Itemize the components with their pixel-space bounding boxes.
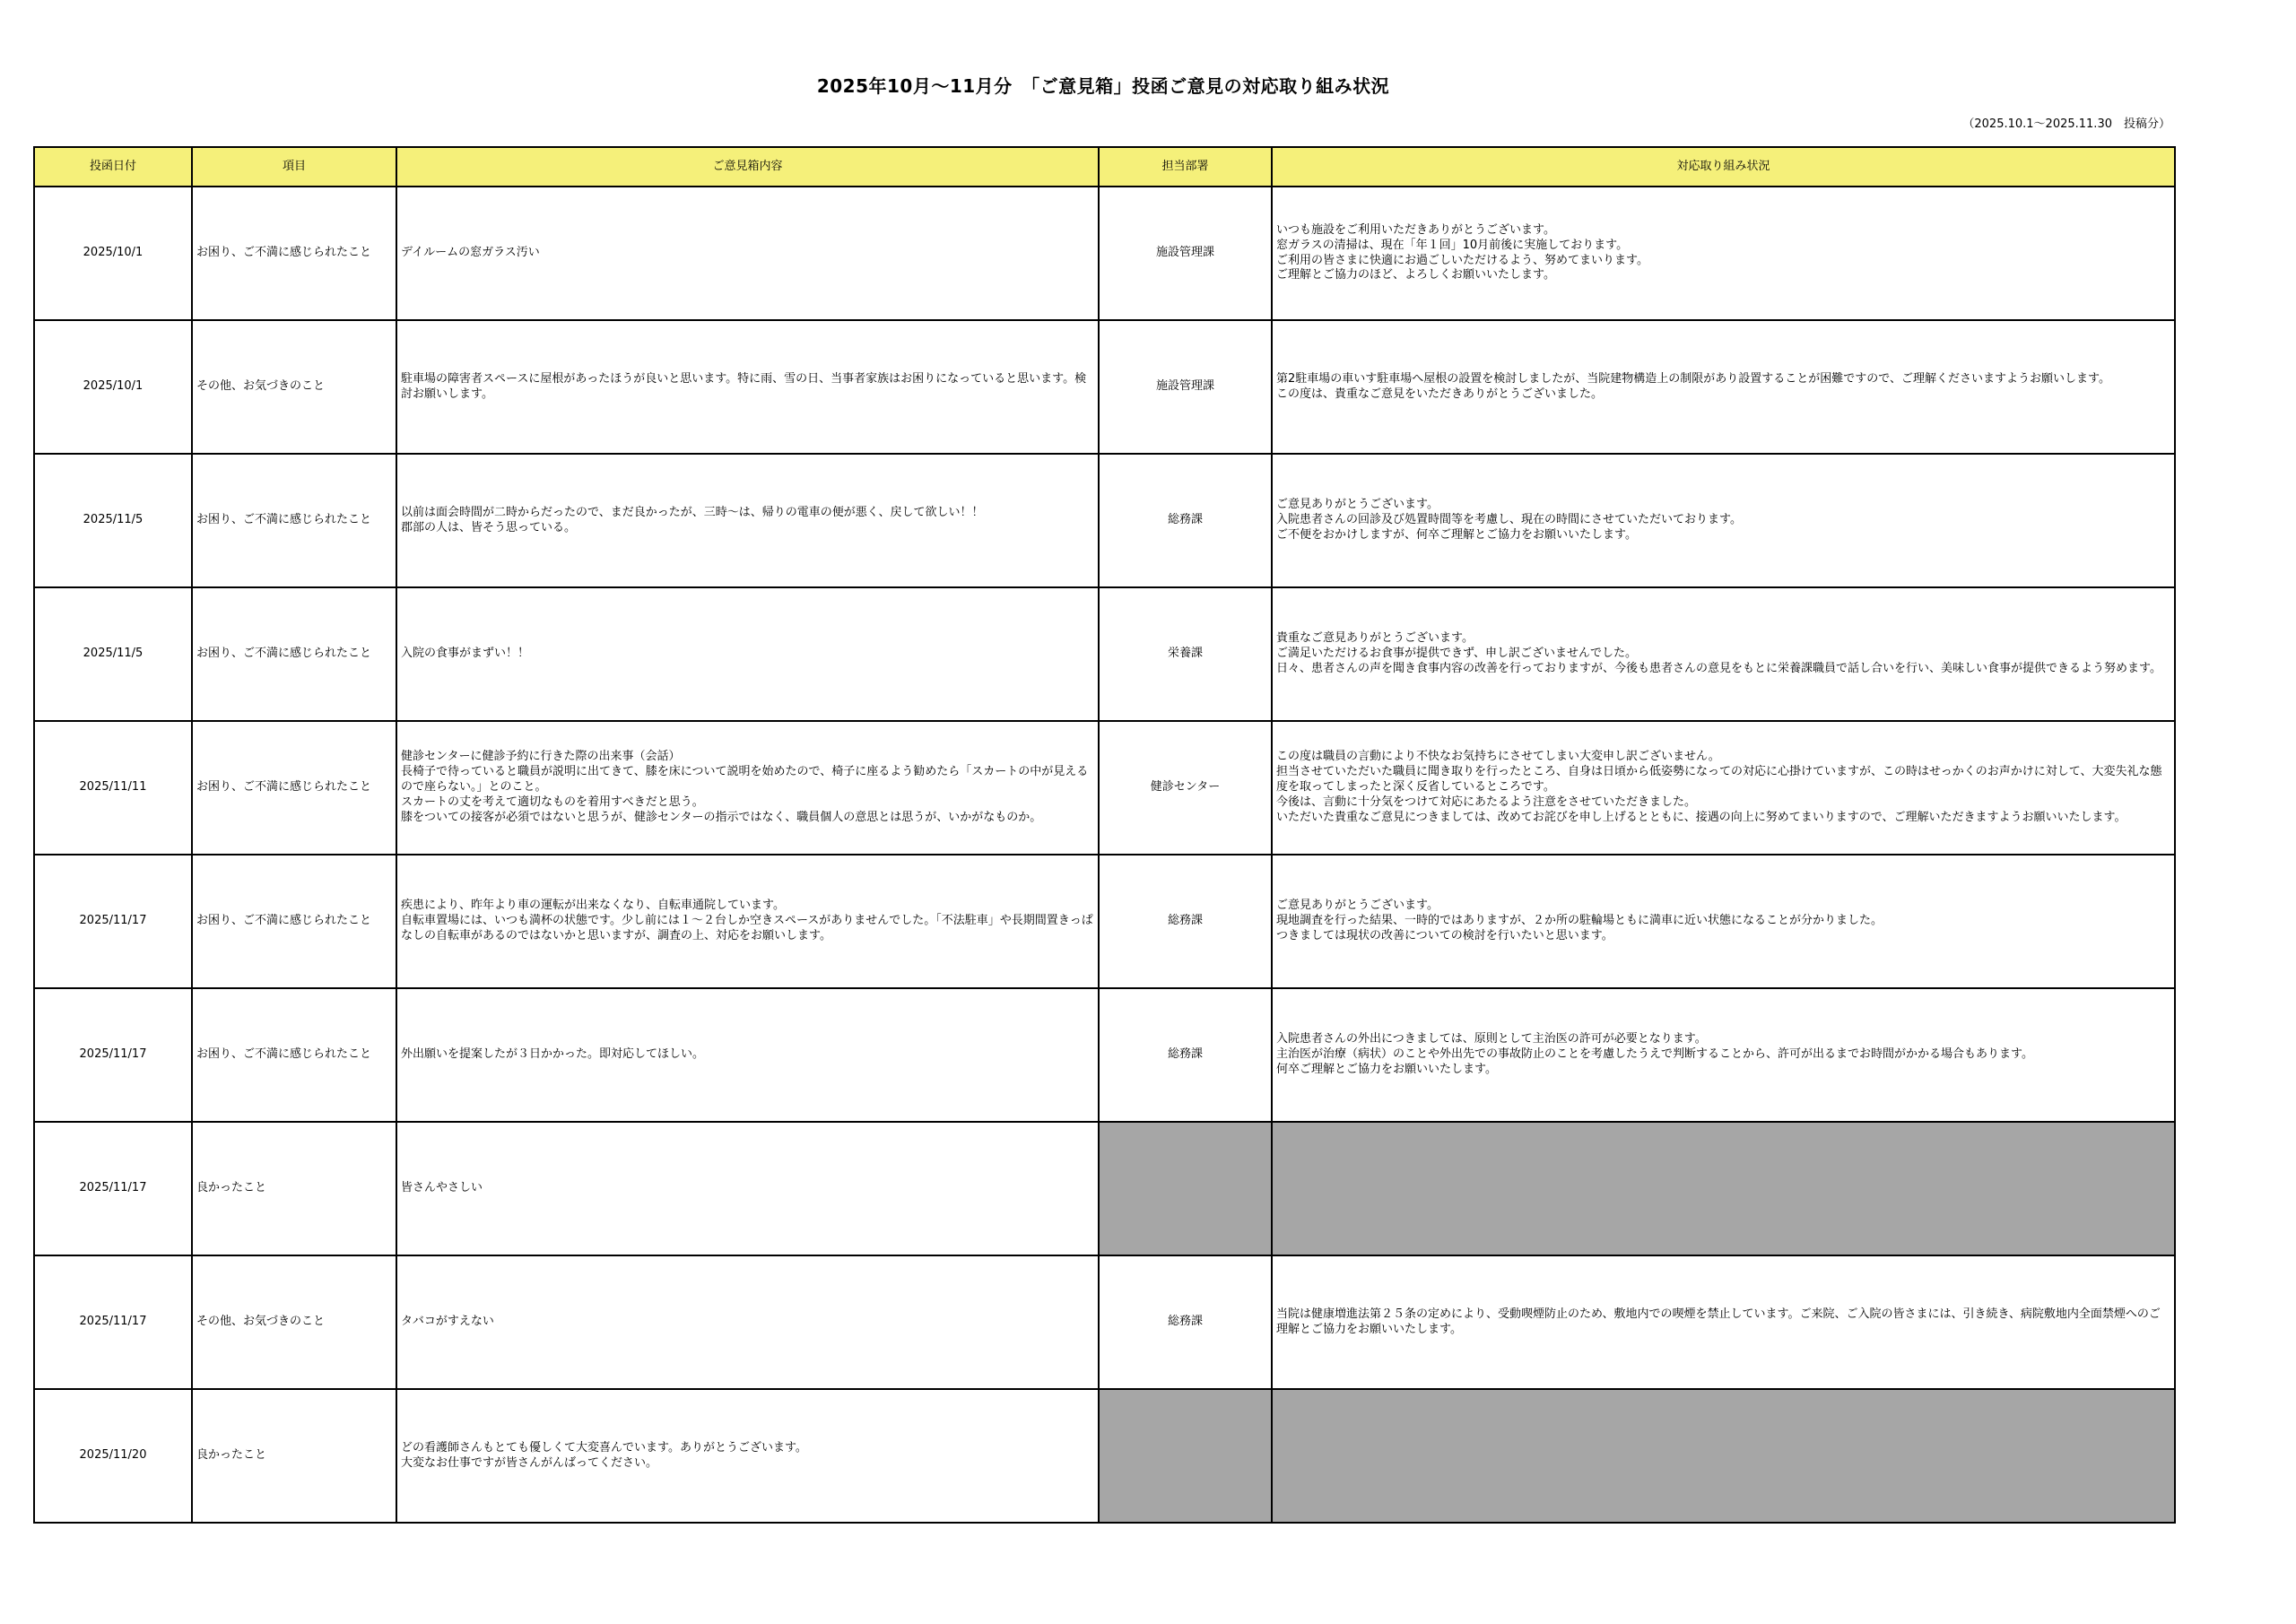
- cell-content: デイルームの窓ガラス汚い: [396, 187, 1099, 320]
- cell-content: 以前は面会時間が二時からだったので、まだ良かったが、三時～は、帰りの電車の便が悪く、戻して欲しい！！ 郡部の人は、皆そう思っている。: [396, 454, 1099, 587]
- feedback-table: [33, 146, 2176, 1524]
- cell-response: 貴重なご意見ありがとうございます。 ご満足いただけるお食事が提供できず、申し訳ございませんでした。 日々、患者さんの声を聞き食事内容の改善を行っておりますが、今後も患者さんの意見をもとに栄養課職員で話し合いを行い、美味しい食事が提供できるよう努めます。: [1272, 587, 2175, 721]
- cell-date: 2025/11/17: [34, 1255, 192, 1389]
- cell-date: 2025/10/1: [34, 187, 192, 320]
- table-row: [34, 855, 2175, 988]
- cell-department: 施設管理課: [1099, 187, 1272, 320]
- cell-department: 健診センター: [1099, 721, 1272, 855]
- header-content: ご意見箱内容: [396, 147, 1099, 187]
- document-title: 2025年10月～11月分 「ご意見箱」投函ご意見の対応取り組み状況: [816, 75, 1390, 97]
- cell-response: 第2駐車場の車いす駐車場へ屋根の設置を検討しましたが、当院建物構造上の制限があり設置することが困難ですので、ご理解くださいますようお願いします。 この度は、貴重なご意見をいただきありがとうございました。: [1272, 320, 2175, 454]
- table-body: [34, 187, 2175, 1523]
- table-row: [34, 587, 2175, 721]
- cell-department: 総務課: [1099, 454, 1272, 587]
- cell-category: お困り、ご不満に感じられたこと: [192, 187, 396, 320]
- cell-department: 栄養課: [1099, 587, 1272, 721]
- table-row: [34, 1255, 2175, 1389]
- cell-response: 入院患者さんの外出につきましては、原則として主治医の許可が必要となります。 主治医が治療（病状）のことや外出先での事故防止のことを考慮したうえで判断することから、許可が出るまでお時間がかかる場合もあります。 何卒ご理解とご協力をお願いいたします。: [1272, 988, 2175, 1122]
- cell-content: 駐車場の障害者スペースに屋根があったほうが良いと思います。特に雨、雪の日、当事者家族はお困りになっていると思います。検討お願いします。: [396, 320, 1099, 454]
- cell-date: 2025/11/5: [34, 587, 192, 721]
- header-department: 担当部署: [1099, 147, 1272, 187]
- cell-date: 2025/10/1: [34, 320, 192, 454]
- cell-department: 総務課: [1099, 1255, 1272, 1389]
- reporting-period: （2025.10.1～2025.11.30 投稿分）: [1962, 117, 2170, 131]
- cell-category: お困り、ご不満に感じられたこと: [192, 587, 396, 721]
- cell-category: その他、お気づきのこと: [192, 320, 396, 454]
- cell-department: 総務課: [1099, 855, 1272, 988]
- cell-date: 2025/11/17: [34, 1122, 192, 1255]
- cell-date: 2025/11/17: [34, 855, 192, 988]
- cell-content: 外出願いを提案したが３日かかった。即対応してほしい。: [396, 988, 1099, 1122]
- cell-category: お困り、ご不満に感じられたこと: [192, 988, 396, 1122]
- table-row: [34, 187, 2175, 320]
- header-date: 投函日付: [34, 147, 192, 187]
- cell-category: 良かったこと: [192, 1122, 396, 1255]
- cell-content: タバコがすえない: [396, 1255, 1099, 1389]
- cell-category: その他、お気づきのこと: [192, 1255, 396, 1389]
- cell-date: 2025/11/5: [34, 454, 192, 587]
- table-row: [34, 988, 2175, 1122]
- cell-content: 疾患により、昨年より車の運転が出来なくなり、自転車通院しています。 自転車置場には、いつも満杯の状態です。少し前には１～２台しか空きスペースがありませんでした。「不法駐車」や長期間置きっぱなしの自転車があるのではないかと思いますが、調査の上、対応をお願いします。: [396, 855, 1099, 988]
- cell-department: 施設管理課: [1099, 320, 1272, 454]
- table-row: [34, 454, 2175, 587]
- cell-response: この度は職員の言動により不快なお気持ちにさせてしまい大変申し訳ございません。 担当させていただいた職員に聞き取りを行ったところ、自身は日頃から低姿勢になっての対応に心掛けていますが、この時はせっかくのお声かけに対して、大変失礼な態度を取ってしまったと深く反省しているところです。 今後は、言動に十分気をつけて対応にあたるよう注意をさせていただきました。 いただいた貴重なご意見につきましては、改めてお詫びを申し上げるとともに、接遇の向上に努めてまいりますので、ご理解いただきますようお願いいたします。: [1272, 721, 2175, 855]
- cell-content: 健診センターに健診予約に行きた際の出来事（会話） 長椅子で待っていると職員が説明に出てきて、膝を床について説明を始めたので、椅子に座るよう勧めたら「スカートの中が見えるので座らない。」とのこと。 スカートの丈を考えて適切なものを着用すべきだと思う。 膝をついての接客が必須ではないと思うが、健診センターの指示ではなく、職員個人の意思とは思うが、いかがなものか。: [396, 721, 1099, 855]
- table-row: [34, 1389, 2175, 1523]
- table-row: [34, 1122, 2175, 1255]
- cell-category: 良かったこと: [192, 1389, 396, 1523]
- cell-department: 総務課: [1099, 988, 1272, 1122]
- cell-date: 2025/11/17: [34, 988, 192, 1122]
- table-header-row: [34, 147, 2175, 187]
- cell-response: 当院は健康増進法第２５条の定めにより、受動喫煙防止のため、敷地内での喫煙を禁止しています。ご来院、ご入院の皆さまには、引き続き、病院敷地内全面禁煙へのご理解とご協力をお願いいたします。: [1272, 1255, 2175, 1389]
- cell-response: いつも施設をご利用いただきありがとうございます。 窓ガラスの清掃は、現在「年１回」10月前後に実施しております。 ご利用の皆さまに快適にお過ごしいただけるよう、努めてまいります。 ご理解とご協力のほど、よろしくお願いいたします。: [1272, 187, 2175, 320]
- cell-content: 皆さんやさしい: [396, 1122, 1099, 1255]
- cell-category: お困り、ご不満に感じられたこと: [192, 855, 396, 988]
- cell-department: [1099, 1122, 1272, 1255]
- table-row: [34, 721, 2175, 855]
- cell-content: 入院の食事がまずい！！: [396, 587, 1099, 721]
- cell-content: どの看護師さんもとても優しくて大変喜んでいます。ありがとうございます。 大変なお仕事ですが皆さんがんばってください。: [396, 1389, 1099, 1523]
- cell-response: ご意見ありがとうございます。 入院患者さんの回診及び処置時間等を考慮し、現在の時間にさせていただいております。 ご不便をおかけしますが、何卒ご理解とご協力をお願いいたします。: [1272, 454, 2175, 587]
- cell-response: [1272, 1389, 2175, 1523]
- cell-category: お困り、ご不満に感じられたこと: [192, 454, 396, 587]
- cell-response: [1272, 1122, 2175, 1255]
- cell-date: 2025/11/11: [34, 721, 192, 855]
- cell-date: 2025/11/20: [34, 1389, 192, 1523]
- header-response: 対応取り組み状況: [1272, 147, 2175, 187]
- cell-department: [1099, 1389, 1272, 1523]
- header-category: 項目: [192, 147, 396, 187]
- cell-category: お困り、ご不満に感じられたこと: [192, 721, 396, 855]
- cell-response: ご意見ありがとうございます。 現地調査を行った結果、一時的ではありますが、２か所の駐輪場ともに満車に近い状態になることが分かりました。 つきましては現状の改善についての検討を行いたいと思います。: [1272, 855, 2175, 988]
- table-row: [34, 320, 2175, 454]
